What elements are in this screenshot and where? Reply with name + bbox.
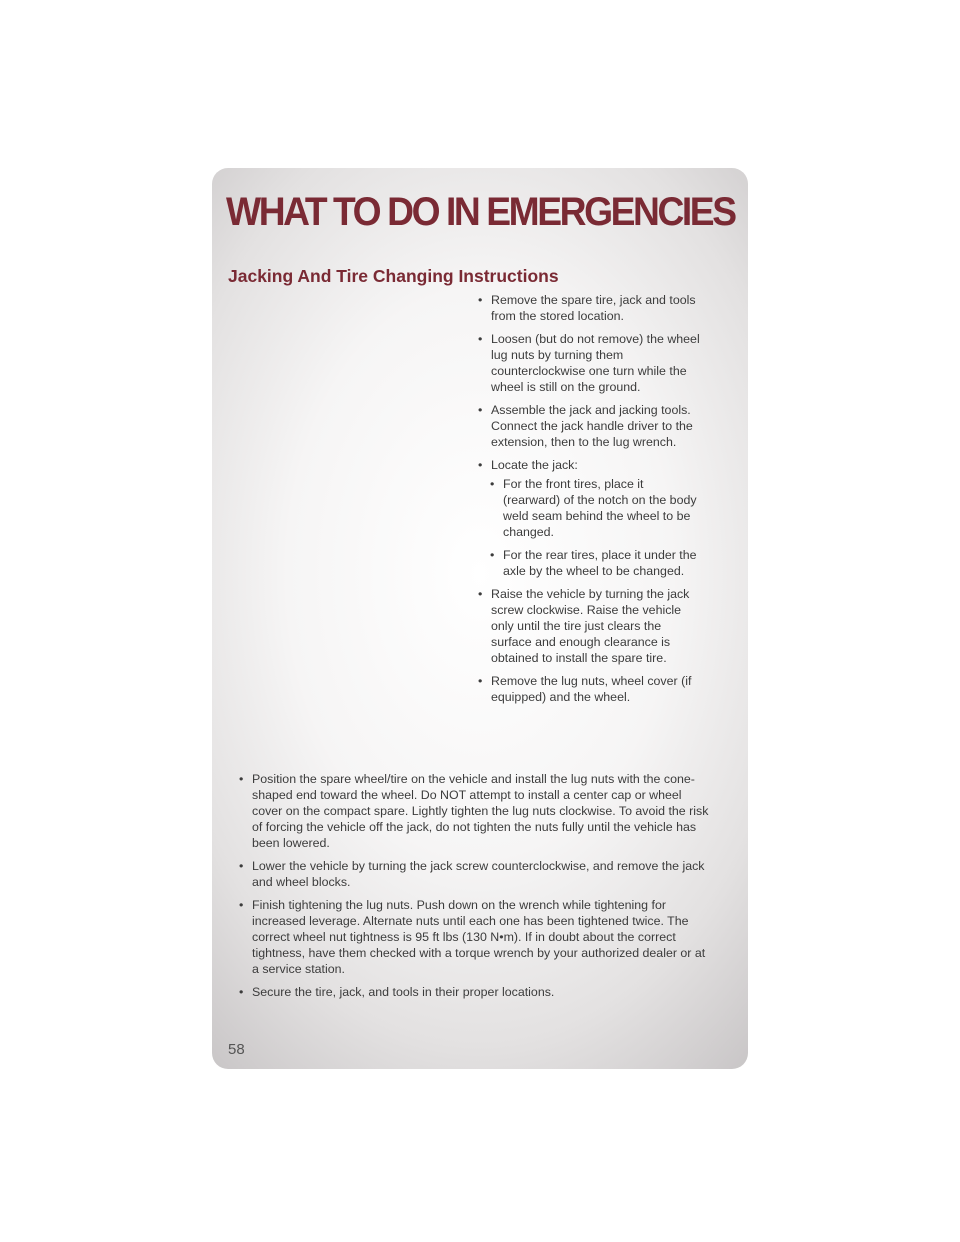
list-item: • Finish tightening the lug nuts. Push down on the wrench while tightening for increased leverage. Alternate nuts until each one has been tightened twice. The correct wheel nut tightness is 95 ft lbs (130 N•m). If in doubt about the correct tightness, have them checked with a torque wrench by your authorized dealer or at a service station. [252,897,712,977]
page-card [212,168,748,1069]
list-item: • For the rear tires, place it under the axle by the wheel to be changed. [503,547,703,579]
page-number: 58 [228,1041,245,1058]
list-item: • Raise the vehicle by turning the jack screw clockwise. Raise the vehicle only until the tire just clears the surface and enough clearance is obtained to install the spare tire. [491,586,703,666]
list-item: • Remove the lug nuts, wheel cover (if equipped) and the wheel. [491,673,703,705]
list-item: • Loosen (but do not remove) the wheel lug nuts by turning them counterclockwise one turn while the wheel is still on the ground. [491,331,703,395]
right-steps-list [491,292,703,712]
page-title: WHAT TO DO IN EMERGENCIES [226,190,735,234]
list-item: • Secure the tire, jack, and tools in their proper locations. [252,984,712,1000]
list-item-label: Locate the jack: [491,458,578,472]
list-item: • Assemble the jack and jacking tools. Connect the jack handle driver to the extension, then to the lug wrench. [491,402,703,450]
list-item: • Remove the spare tire, jack and tools from the stored location. [491,292,703,324]
list-item: • Position the spare wheel/tire on the vehicle and install the lug nuts with the cone-shaped end toward the wheel. Do NOT attempt to install a center cap or wheel cover on the compact spare. Lightly tighten the lug nuts clockwise. To avoid the risk of forcing the vehicle off the jack, do not tighten the nuts fully until the vehicle has been lowered. [252,771,712,851]
list-item: • Lower the vehicle by turning the jack screw counterclockwise, and remove the jack and wheel blocks. [252,858,712,890]
section-title: Jacking And Tire Changing Instructions [228,266,559,286]
bottom-steps-list [252,771,712,1007]
list-item-locate-jack [491,457,703,579]
list-item: • For the front tires, place it (rearward) of the notch on the body weld seam behind the wheel to be changed. [503,476,703,540]
jack-locations-list [491,476,703,579]
